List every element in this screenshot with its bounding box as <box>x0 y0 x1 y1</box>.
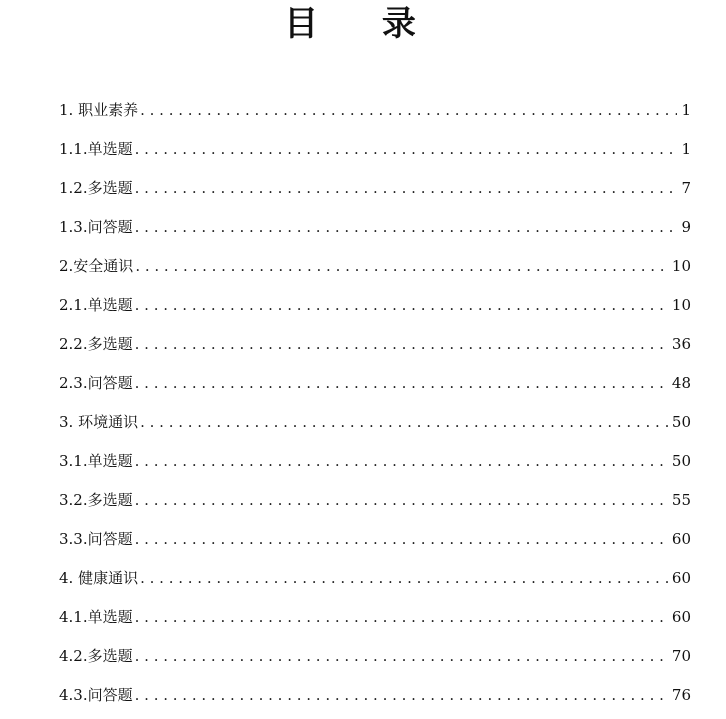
toc-entry-label: 4.1.单选题 <box>59 608 133 626</box>
toc-entry-label: 2.安全通识 <box>59 257 134 275</box>
toc-entry[interactable] <box>59 173 691 212</box>
toc-entry[interactable] <box>59 641 691 680</box>
toc-entry[interactable] <box>59 251 691 290</box>
toc-entry-page: 1 <box>681 101 691 119</box>
toc-entry[interactable] <box>59 485 691 524</box>
toc-entry[interactable] <box>59 524 691 563</box>
toc-entry-page: 50 <box>671 452 691 470</box>
dot-leader <box>135 485 668 515</box>
toc-entry[interactable] <box>59 329 691 368</box>
dot-leader <box>135 251 668 281</box>
toc-entry[interactable] <box>59 680 691 719</box>
toc-entry-label: 4. 健康通识 <box>59 569 139 587</box>
toc-entry-label: 3.3.问答题 <box>59 530 133 548</box>
toc-entry-label: 1.3.问答题 <box>59 218 133 236</box>
toc-entry-label: 1.1.单选题 <box>59 140 133 158</box>
dot-leader <box>135 290 668 320</box>
toc-entry-label: 1.2.多选题 <box>59 179 133 197</box>
dot-leader <box>135 173 677 203</box>
toc-entry-label: 2.3.问答题 <box>59 374 133 392</box>
toc-entry[interactable] <box>59 368 691 407</box>
toc-entry[interactable] <box>59 212 691 251</box>
toc-entry-label: 3. 环境通识 <box>59 413 139 431</box>
toc-entry-page: 60 <box>671 530 691 548</box>
toc-entry-page: 76 <box>671 686 691 704</box>
dot-leader <box>135 641 668 671</box>
toc-entry-label: 2.2.多选题 <box>59 335 133 353</box>
toc-entry-page: 50 <box>671 413 691 431</box>
dot-leader <box>140 407 668 437</box>
toc-entry[interactable] <box>59 563 691 602</box>
toc-entry-label: 4.2.多选题 <box>59 647 133 665</box>
dot-leader <box>135 602 668 632</box>
toc-entry-page: 10 <box>671 257 691 275</box>
toc-entry-label: 2.1.单选题 <box>59 296 133 314</box>
toc-entry-page: 1 <box>681 140 691 158</box>
toc-entry-label: 3.2.多选题 <box>59 491 133 509</box>
toc-entry-page: 9 <box>681 218 691 236</box>
toc-entry[interactable] <box>59 134 691 173</box>
table-of-contents <box>59 95 691 719</box>
toc-entry[interactable] <box>59 407 691 446</box>
toc-entry[interactable] <box>59 290 691 329</box>
dot-leader <box>135 680 668 710</box>
dot-leader <box>135 446 668 476</box>
toc-entry[interactable] <box>59 446 691 485</box>
toc-entry-page: 60 <box>671 569 691 587</box>
toc-entry-page: 10 <box>671 296 691 314</box>
toc-entry-label: 1. 职业素养 <box>59 101 139 119</box>
dot-leader <box>140 95 677 125</box>
dot-leader <box>135 329 668 359</box>
toc-entry-label: 3.1.单选题 <box>59 452 133 470</box>
toc-title: 目 录 <box>284 4 442 44</box>
toc-entry-label: 4.3.问答题 <box>59 686 133 704</box>
dot-leader <box>140 563 668 593</box>
dot-leader <box>135 368 668 398</box>
toc-entry-page: 70 <box>671 647 691 665</box>
dot-leader <box>135 212 677 242</box>
dot-leader <box>135 134 677 164</box>
toc-entry-page: 60 <box>671 608 691 626</box>
dot-leader <box>135 524 668 554</box>
toc-entry[interactable] <box>59 602 691 641</box>
toc-entry-page: 55 <box>671 491 691 509</box>
toc-entry-page: 48 <box>671 374 691 392</box>
toc-entry-page: 36 <box>671 335 691 353</box>
toc-entry[interactable] <box>59 95 691 134</box>
toc-entry-page: 7 <box>681 179 691 197</box>
